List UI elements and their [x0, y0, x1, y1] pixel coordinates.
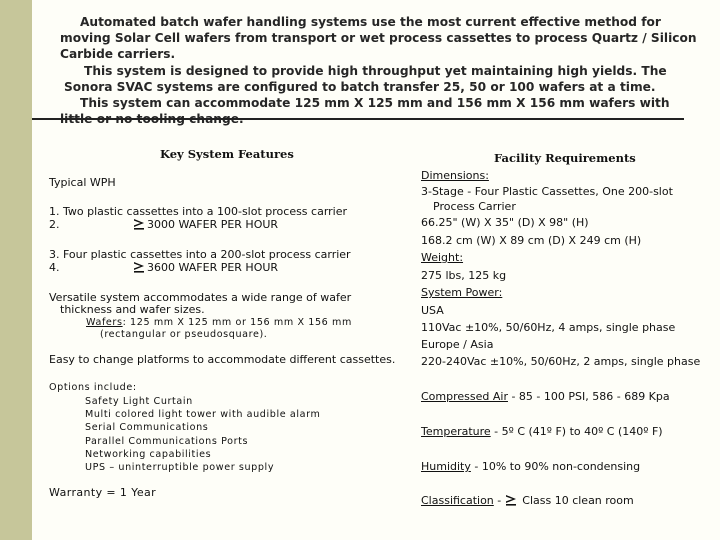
option-item: Networking capabilities [85, 448, 212, 460]
options-label: Options include: [49, 382, 137, 393]
intro-paragraph-3: This system can accommodate 125 mm X 125 mm and 156 mm X 156 mm wafers with [80, 96, 670, 111]
wafers-label: Wafers [86, 317, 123, 328]
humidity-label: Humidity [421, 460, 471, 473]
feature-item-2-number: 2. [49, 218, 60, 231]
dimensions-inches: 66.25" (W) X 35" (D) X 98" (H) [421, 216, 589, 229]
air-value: - 85 - 100 PSI, 586 - 689 Kpa [507, 390, 670, 403]
power-label [421, 286, 502, 299]
temp-label: Temperature [421, 425, 491, 438]
greater-than-or-equal-icon [133, 218, 145, 230]
option-item: Serial Communications [85, 422, 209, 434]
dimensions-cm: 168.2 cm (W) X 89 cm (D) X 249 cm (H) [421, 234, 642, 247]
wafers-value: : 125 mm X 125 mm or 156 mm X 156 mm [122, 317, 352, 328]
versatile-line-1: Versatile system accommodates a wide range of wafer [49, 291, 352, 304]
feature-item-4 [49, 261, 279, 274]
dimensions-line-1: 3-Stage - Four Plastic Cassettes, One 200-slot [421, 185, 673, 198]
feature-item-2-text: 3000 WAFER PER HOUR [147, 218, 279, 231]
humidity-value: - 10% to 90% non-condensing [470, 460, 641, 473]
compressed-air [421, 390, 670, 403]
section-divider [32, 118, 684, 120]
option-item: Safety Light Curtain [85, 396, 193, 407]
typical-wph: Typical WPH [49, 176, 116, 189]
dimensions-label [421, 169, 489, 182]
classification [421, 494, 634, 507]
power-eu-spec: 220-240Vac ±10%, 50/60Hz, 2 amps, single phase [421, 355, 701, 368]
power-usa: USA [421, 304, 444, 317]
feature-item-3: 3. Four plastic cassettes into a 200-slot process carrier [49, 248, 351, 261]
power-label-text: System Power: [421, 286, 503, 299]
class-value: Class 10 clean room [518, 494, 634, 507]
weight-label-text: Weight: [421, 251, 464, 264]
temperature [421, 425, 663, 438]
left-accent-bar [0, 0, 32, 540]
feature-item-4-text: 3600 WAFER PER HOUR [147, 261, 279, 274]
class-label: Classification [421, 494, 494, 507]
option-item: Parallel Communications Ports [85, 435, 249, 447]
weight-label [421, 251, 463, 264]
temp-value: - 5º C (41º F) to 40º C (140º F) [490, 425, 663, 438]
class-sep: - [493, 494, 505, 507]
feature-item-2 [49, 218, 279, 231]
wafers-shape: (rectangular or pseudosquare). [100, 329, 268, 340]
features-heading: Key System Features [160, 147, 294, 161]
option-item: UPS – uninterruptible power supply [85, 462, 275, 474]
easy-change-text: Easy to change platforms to accommodate different cassettes. [49, 353, 396, 366]
greater-than-or-equal-icon [133, 261, 145, 273]
feature-item-1: 1. Two plastic cassettes into a 100-slot process carrier [49, 205, 348, 218]
intro-paragraph-2: This system is designed to provide high throughput yet maintaining high yields. The Sonora SVAC systems are configured to batch transfer 25, 50 or 100 wafers at a time. [64, 63, 667, 94]
humidity [421, 460, 640, 473]
dimensions-line-2: Process Carrier [433, 200, 516, 213]
warranty-text: Warranty = 1 Year [49, 486, 157, 499]
facility-heading: Facility Requirements [494, 151, 636, 165]
power-eu: Europe / Asia [421, 338, 494, 351]
options-list [85, 395, 320, 474]
option-item: Multi colored light tower with audible alarm [85, 409, 321, 421]
greater-than-or-equal-icon [505, 494, 517, 506]
feature-item-4-number: 4. [49, 261, 60, 274]
intro-text [60, 14, 700, 127]
intro-paragraph-1: Automated batch wafer handling systems use the most current effective method for moving Solar Cell wafers from transport or wet process cassettes to process Quartz / Silicon Carbide carriers. [60, 15, 697, 62]
air-label: Compressed Air [421, 390, 508, 403]
dimensions-label-text: Dimensions: [421, 169, 489, 182]
power-usa-spec: 110Vac ±10%, 50/60Hz, 4 amps, single phase [421, 321, 676, 334]
weight-value: 275 lbs, 125 kg [421, 269, 507, 282]
versatile-line-2: thickness and wafer sizes. [60, 303, 205, 316]
